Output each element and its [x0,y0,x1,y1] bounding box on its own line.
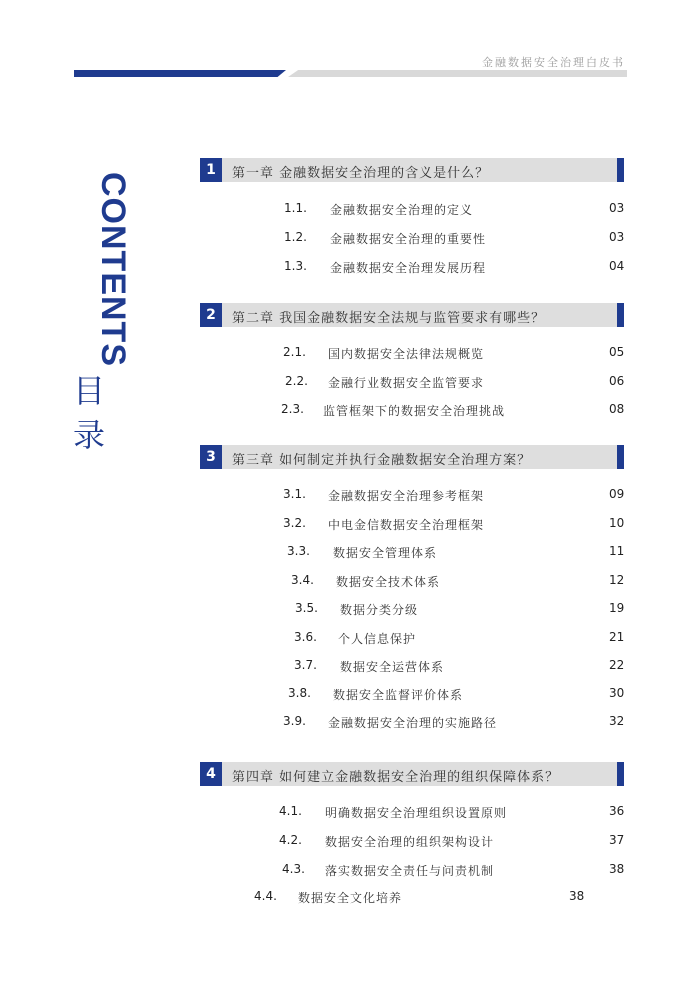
toc-entry[interactable] [0,402,699,420]
entry-number: 3.7. [294,658,317,672]
entry-number: 2.2. [285,374,308,388]
entry-label[interactable]: 数据安全治理的组织架构设计 [325,835,495,849]
entry-number: 1.3. [284,259,307,273]
entry-number: 1.1. [284,201,307,215]
toc-entry[interactable] [0,862,699,880]
toc-entry[interactable] [0,686,699,704]
toc-entry[interactable] [0,516,699,534]
entry-page: 38 [609,862,625,876]
chapter-title[interactable]: 第二章 我国金融数据安全法规与监管要求有哪些？ [232,311,546,326]
entry-label[interactable]: 金融数据安全治理参考框架 [328,489,485,503]
entry-number: 3.3. [287,544,310,558]
entry-label[interactable]: 数据安全文化培养 [298,891,403,905]
entry-number: 3.9. [283,714,306,728]
entry-page: 05 [609,345,625,359]
entry-number: 3.8. [288,686,311,700]
entry-page: 32 [609,714,625,728]
chapter-end-bar [617,445,624,469]
entry-label[interactable]: 数据分类分级 [340,603,419,617]
entry-number: 4.1. [279,804,302,818]
entry-label[interactable]: 金融数据安全治理的定义 [330,203,474,217]
mulu-heading: 目录 [68,374,106,462]
toc-entry[interactable] [0,230,699,248]
entry-number: 3.1. [283,487,306,501]
toc-entry[interactable] [0,487,699,505]
chapter-end-bar [617,303,624,327]
chapter-end-bar [617,762,624,786]
entry-label[interactable]: 数据安全监督评价体系 [333,688,464,702]
toc-entry[interactable] [0,658,699,676]
toc-entry[interactable] [0,601,699,619]
entry-number: 4.4. [254,889,277,903]
entry-number: 3.6. [294,630,317,644]
entry-number: 4.3. [282,862,305,876]
toc-entry[interactable] [0,889,699,907]
entry-page: 11 [609,544,625,558]
chapter-title[interactable]: 第四章 如何建立金融数据安全治理的组织保障体系？ [232,770,560,785]
entry-label[interactable]: 数据安全技术体系 [336,575,441,589]
entry-page: 36 [609,804,625,818]
toc-entry[interactable] [0,345,699,363]
toc-entry[interactable] [0,201,699,219]
chapter-3-band[interactable] [200,445,624,469]
entry-label[interactable]: 国内数据安全法律法规概览 [328,347,485,361]
entry-number: 2.1. [283,345,306,359]
entry-label[interactable]: 数据安全管理体系 [333,546,438,560]
header-title: 金融数据安全治理白皮书 [482,56,625,69]
chapter-end-bar [617,158,624,182]
chapter-number: 2 [200,303,222,327]
entry-page: 21 [609,630,625,644]
toc-entry[interactable] [0,259,699,277]
entry-number: 3.5. [295,601,318,615]
entry-page: 03 [609,230,625,244]
chapter-title[interactable]: 第三章 如何制定并执行金融数据安全治理方案？ [232,453,532,468]
entry-label[interactable]: 中电金信数据安全治理框架 [328,518,485,532]
entry-label[interactable]: 监管框架下的数据安全治理挑战 [323,404,506,418]
entry-label[interactable]: 金融行业数据安全监管要求 [328,376,485,390]
chapter-title[interactable]: 第一章 金融数据安全治理的含义是什么？ [232,166,490,181]
entry-label[interactable]: 金融数据安全治理的实施路径 [328,716,498,730]
entry-label[interactable]: 明确数据安全治理组织设置原则 [325,806,508,820]
entry-page: 10 [609,516,625,530]
entry-label[interactable]: 金融数据安全治理的重要性 [330,232,487,246]
toc-entry[interactable] [0,630,699,648]
toc-entry[interactable] [0,544,699,562]
entry-page: 30 [609,686,625,700]
entry-page: 09 [609,487,625,501]
entry-number: 1.2. [284,230,307,244]
chapter-2-band[interactable] [200,303,624,327]
entry-page: 22 [609,658,625,672]
entry-page: 03 [609,201,625,215]
entry-page: 06 [609,374,625,388]
entry-page: 37 [609,833,625,847]
entry-label[interactable]: 金融数据安全治理发展历程 [330,261,487,275]
toc-entry[interactable] [0,573,699,591]
entry-page: 08 [609,402,625,416]
entry-page: 19 [609,601,625,615]
toc-entry[interactable] [0,804,699,822]
entry-label[interactable]: 数据安全运营体系 [340,660,445,674]
toc-entry[interactable] [0,714,699,732]
entry-label[interactable]: 个人信息保护 [338,632,417,646]
chapter-number: 3 [200,445,222,469]
entry-number: 4.2. [279,833,302,847]
entry-page: 12 [609,573,625,587]
chapter-number: 1 [200,158,222,182]
chapter-1-band[interactable] [200,158,624,182]
entry-page: 04 [609,259,625,273]
header-rule-gray [288,70,627,77]
entry-number: 3.2. [283,516,306,530]
toc-entry[interactable] [0,374,699,392]
chapter-number: 4 [200,762,222,786]
entry-label[interactable]: 落实数据安全责任与问责机制 [325,864,495,878]
contents-heading: CONTENTS [94,172,132,367]
chapter-4-band[interactable] [200,762,624,786]
entry-page: 38 [569,889,585,903]
entry-number: 2.3. [281,402,304,416]
toc-entry[interactable] [0,833,699,851]
entry-number: 3.4. [291,573,314,587]
header-rule-blue [74,70,286,77]
